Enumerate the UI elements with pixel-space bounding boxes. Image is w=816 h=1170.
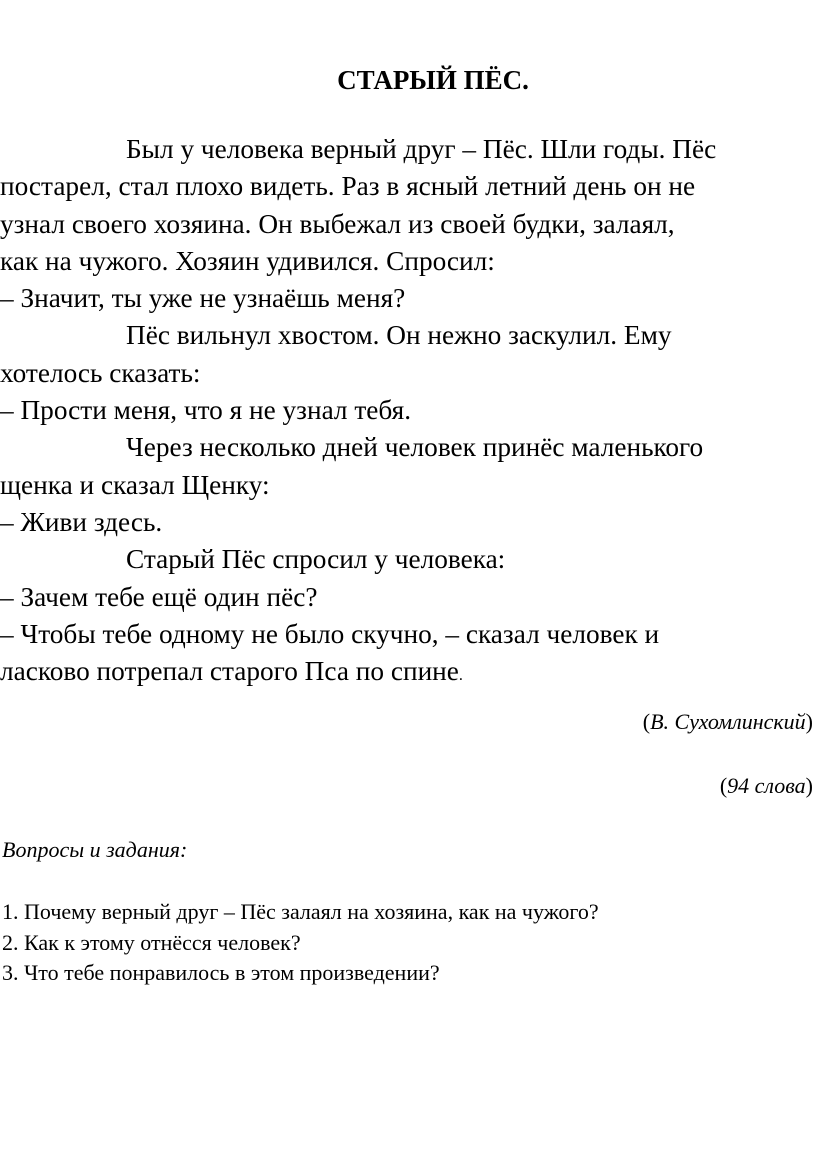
- questions-list: [2, 897, 599, 989]
- story-line: – Значит, ты уже не узнаёшь меня?: [0, 283, 406, 314]
- story-line: Старый Пёс спросил у человека:: [126, 544, 506, 575]
- story-line: хотелось сказать:: [0, 357, 201, 388]
- story-line: – Живи здесь.: [0, 506, 163, 537]
- story-line: – Прости меня, что я не узнал тебя.: [0, 395, 412, 426]
- story-line: – Чтобы тебе одному не было скучно, – сказал человек и: [0, 618, 660, 649]
- open-paren: (: [719, 773, 728, 798]
- question-item: 2. Как к этому отнёсся человек?: [2, 929, 301, 955]
- word-count: [720, 771, 813, 801]
- close-paren: ): [805, 773, 813, 798]
- story-text: [0, 131, 816, 690]
- story-line: Был у человека верный друг – Пёс. Шли годы. Пёс: [126, 134, 717, 164]
- question-item: 3. Что тебе понравилось в этом произведении?: [2, 960, 440, 985]
- story-line: Через несколько дней человек принёс маленького: [126, 432, 704, 463]
- story-line: Пёс вильнул хвостом. Он нежно заскулил. Ему: [126, 320, 672, 351]
- document-title: СТАРЫЙ ПЁС.: [337, 65, 529, 95]
- word-count-value: 94 слова: [727, 773, 806, 798]
- author-name: В. Сухомлинский: [650, 709, 806, 734]
- story-final-period: .: [458, 667, 463, 685]
- questions-heading: Вопросы и задания:: [2, 837, 188, 862]
- story-line-text: ласково потрепал старого Пса по спине: [0, 656, 459, 687]
- story-line: – Зачем тебе ещё один пёс?: [0, 581, 318, 612]
- author-attribution: [643, 707, 813, 737]
- story-line: [0, 653, 816, 690]
- open-paren: (: [642, 709, 651, 734]
- story-line: щенка и сказал Щенку:: [0, 469, 270, 500]
- story-line: как на чужого. Хозяин удивился. Спросил:: [0, 245, 495, 276]
- story-line: узнал своего хозяина. Он выбежал из своей будки, залаял,: [0, 208, 675, 239]
- question-item: 1. Почему верный друг – Пёс залаял на хозяина, как на чужого?: [2, 899, 599, 924]
- close-paren: ): [805, 709, 813, 734]
- story-line: постарел, стал плохо видеть. Раз в ясный летний день он не: [0, 171, 696, 202]
